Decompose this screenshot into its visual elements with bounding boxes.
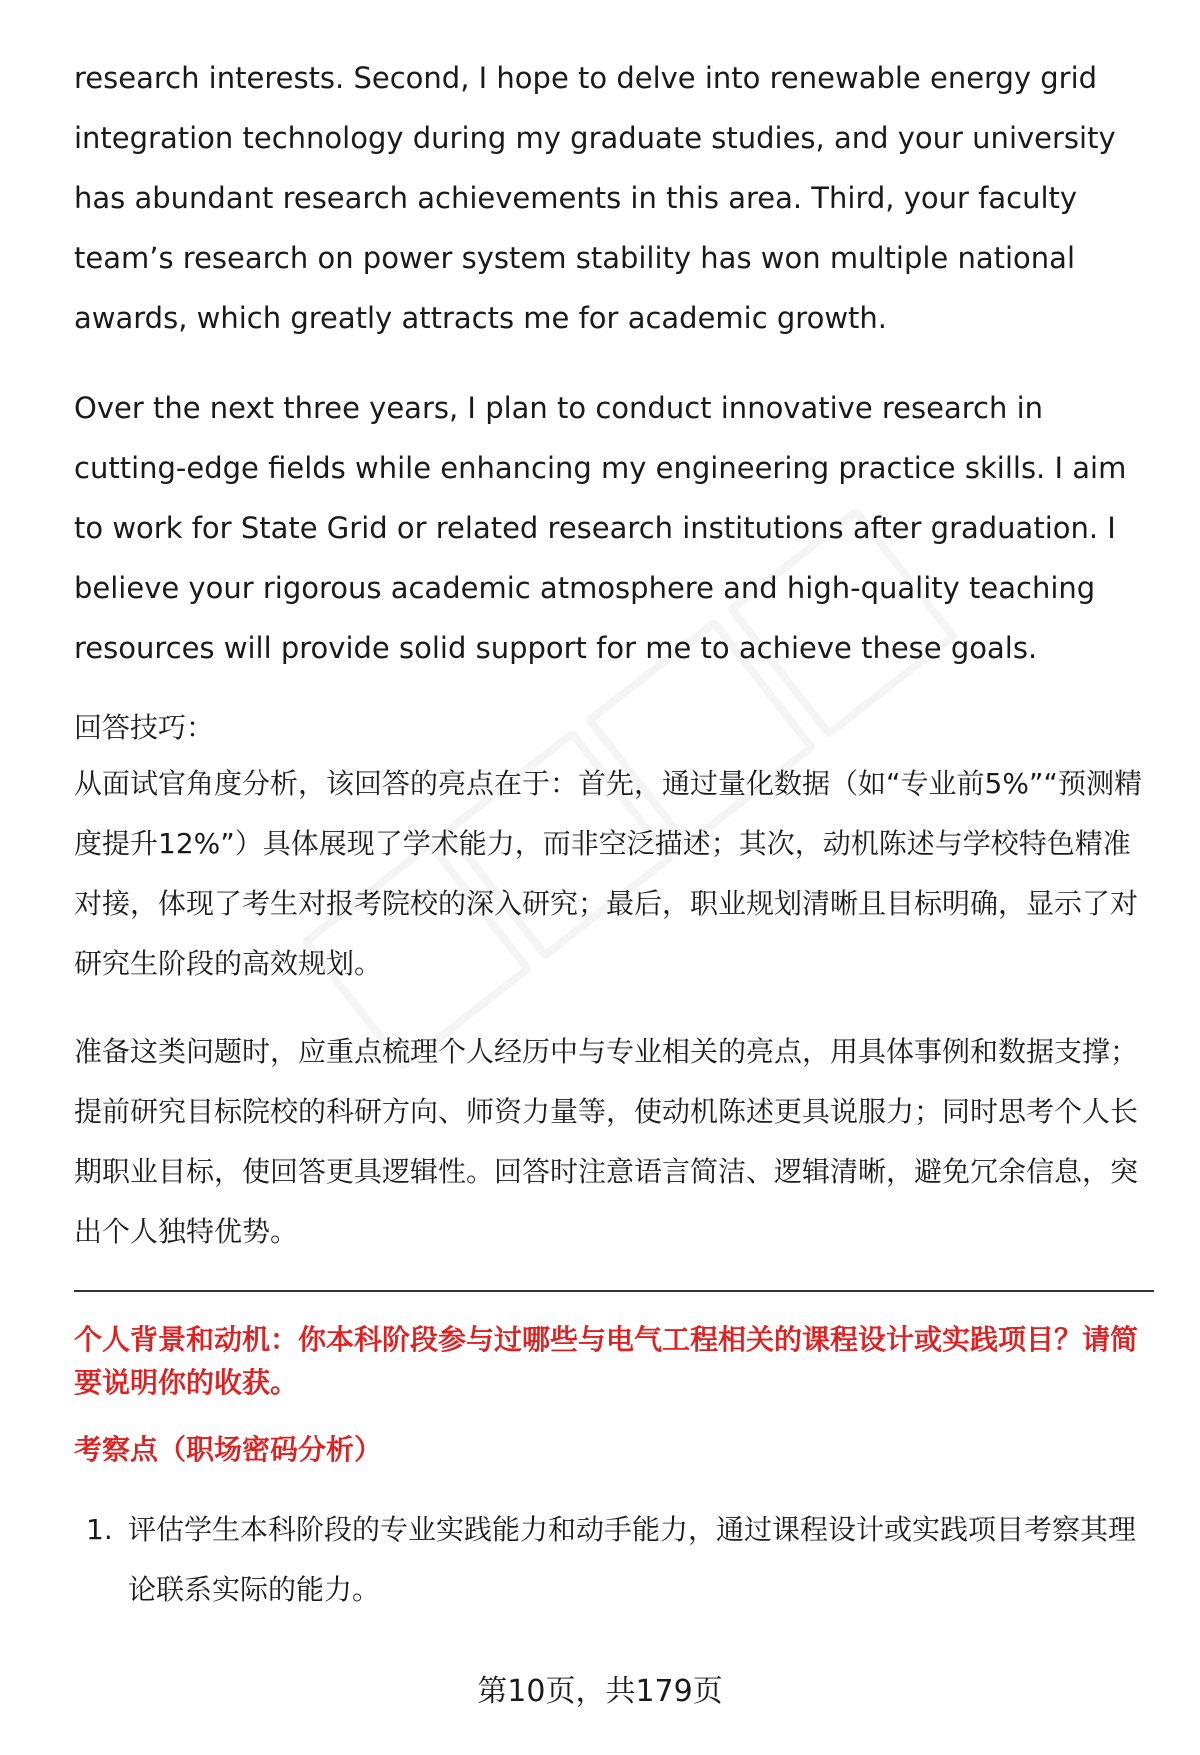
english-paragraph: Over the next three years, I plan to conduct innovative research in cutting-edge fields while enhancing my engineering practice skills. I aim to work for State Grid or related research institutions after graduation. I believe your rigorous academic atmosphere and high-quality teaching resources will provide solid support for me to achieve these goals. <box>74 391 1127 665</box>
tips-label: 回答技巧： <box>74 711 215 744</box>
list-item-text: 评估学生本科阶段的专业实践能力和动手能力，通过课程设计或实践项目考察其理论联系实际的能力。 <box>128 1513 1137 1606</box>
list-item-number: 1. <box>86 1513 113 1546</box>
tips-paragraph: 从面试官角度分析，该回答的亮点在于：首先，通过量化数据（如“专业前5%”“预测精度提升12%”）具体展现了学术能力，而非空泛描述；其次，动机陈述与学校特色精准对接，体现了考生对报考院校的深入研究；最后，职业规划清晰且目标明确，显示了对研究生阶段的高效规划。 <box>74 767 1142 980</box>
list-item <box>74 1500 1154 1620</box>
question-title: 个人背景和动机：你本科阶段参与过哪些与电气工程相关的课程设计或实践项目？请简要说明你的收获。 <box>74 1323 1139 1399</box>
section-divider <box>74 1290 1154 1292</box>
assessment-subheading: 考察点（职场密码分析） <box>74 1433 383 1466</box>
english-paragraph: research interests. Second, I hope to delve into renewable energy grid integration technology during my graduate studies, and your university has abundant research achievements in this area. Third, your faculty team’s research on power system stability has won multiple national awards, which greatly attracts me for academic growth. <box>74 61 1116 335</box>
page-content <box>74 48 1154 1620</box>
page-number: 第10页，共179页 <box>477 1674 723 1709</box>
tips-paragraph: 准备这类问题时，应重点梳理个人经历中与专业相关的亮点，用具体事例和数据支撑；提前研究目标院校的科研方向、师资力量等，使动机陈述更具说服力；同时思考个人长期职业目标，使回答更具逻辑性。回答时注意语言简洁、逻辑清晰，避免冗余信息，突出个人独特优势。 <box>74 1035 1139 1248</box>
